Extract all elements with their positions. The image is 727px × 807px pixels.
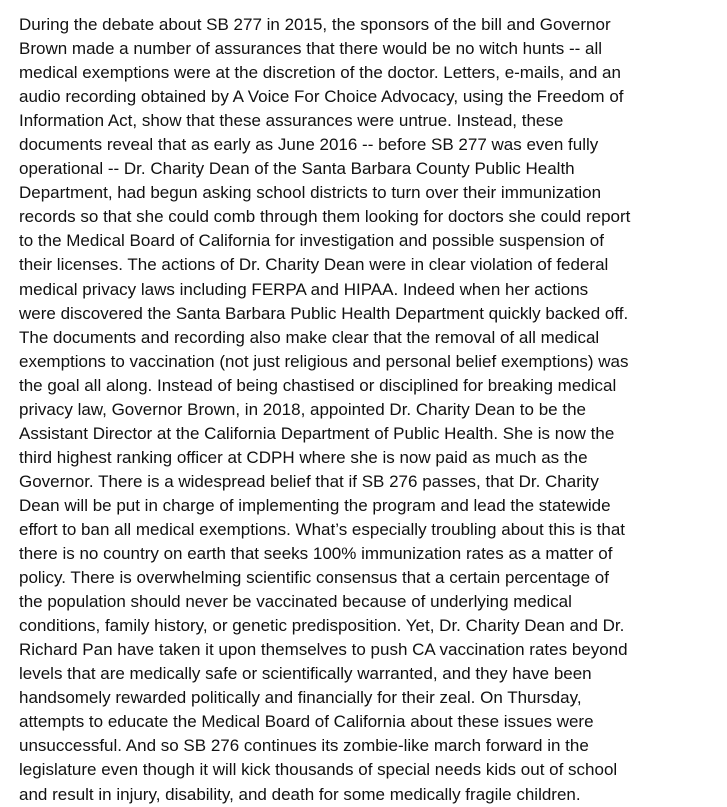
text-line: third highest ranking officer at CDPH where she is now paid as much as the xyxy=(19,447,588,467)
text-line: there is no country on earth that seeks 100% immunization rates as a matter of xyxy=(19,544,613,564)
text-line: attempts to educate the Medical Board of California about these issues were xyxy=(19,712,594,732)
text-line: their licenses. The actions of Dr. Charity Dean were in clear violation of federal xyxy=(19,255,609,275)
text-line: legislature even though it will kick thousands of special needs kids out of school xyxy=(19,760,618,780)
text-line: Brown made a number of assurances that there would be no witch hunts -- all xyxy=(19,39,603,59)
text-line: records so that she could comb through them looking for doctors she could report xyxy=(19,207,631,227)
text-line: the population should never be vaccinated because of underlying medical xyxy=(19,592,572,612)
text-line: audio recording obtained by A Voice For Choice Advocacy, using the Freedom of xyxy=(19,87,624,107)
text-line: documents reveal that as early as June 2016 -- before SB 277 was even fully xyxy=(19,135,599,155)
body-paragraph xyxy=(19,13,713,807)
text-line: Information Act, show that these assurances were untrue. Instead, these xyxy=(19,111,564,131)
text-line: During the debate about SB 277 in 2015, the sponsors of the bill and Governor xyxy=(19,15,611,34)
text-line: Department, had begun asking school districts to turn over their immunization xyxy=(19,183,602,203)
text-line: effort to ban all medical exemptions. What’s especially troubling about this is that xyxy=(19,519,626,539)
text-line: were discovered the Santa Barbara Public Health Department quickly backed off. xyxy=(19,303,629,323)
text-line: handsomely rewarded politically and financially for their zeal. On Thursday, xyxy=(19,688,582,708)
text-line: exemptions to vaccination (not just religious and personal belief exemptions) was xyxy=(19,351,629,371)
text-line: medical exemptions were at the discretion of the doctor. Letters, e-mails, and an xyxy=(19,63,621,83)
text-line: unsuccessful. And so SB 276 continues its zombie-like march forward in the xyxy=(19,736,589,756)
text-line: to the Medical Board of California for investigation and possible suspension of xyxy=(19,231,604,251)
text-line: operational -- Dr. Charity Dean of the Santa Barbara County Public Health xyxy=(19,159,575,179)
text-line: Richard Pan have taken it upon themselves to push CA vaccination rates beyond xyxy=(19,640,628,660)
text-line: privacy law, Governor Brown, in 2018, appointed Dr. Charity Dean to be the xyxy=(19,399,586,419)
text-line: and result in injury, disability, and death for some medically fragile children. xyxy=(19,784,581,804)
text-line: the goal all along. Instead of being chastised or disciplined for breaking medical xyxy=(19,375,617,395)
text-line: Assistant Director at the California Department of Public Health. She is now the xyxy=(19,423,615,443)
text-line: Dean will be put in charge of implementing the program and lead the statewide xyxy=(19,495,611,515)
text-line: levels that are medically safe or scientifically warranted, and they have been xyxy=(19,664,592,684)
text-line: conditions, family history, or genetic predisposition. Yet, Dr. Charity Dean and Dr. xyxy=(19,616,625,636)
text-line: The documents and recording also make clear that the removal of all medical xyxy=(19,327,600,347)
text-line: medical privacy laws including FERPA and HIPAA. Indeed when her actions xyxy=(19,279,589,299)
text-line: policy. There is overwhelming scientific consensus that a certain percentage of xyxy=(19,568,609,588)
text-line: Governor. There is a widespread belief that if SB 276 passes, that Dr. Charity xyxy=(19,471,599,491)
